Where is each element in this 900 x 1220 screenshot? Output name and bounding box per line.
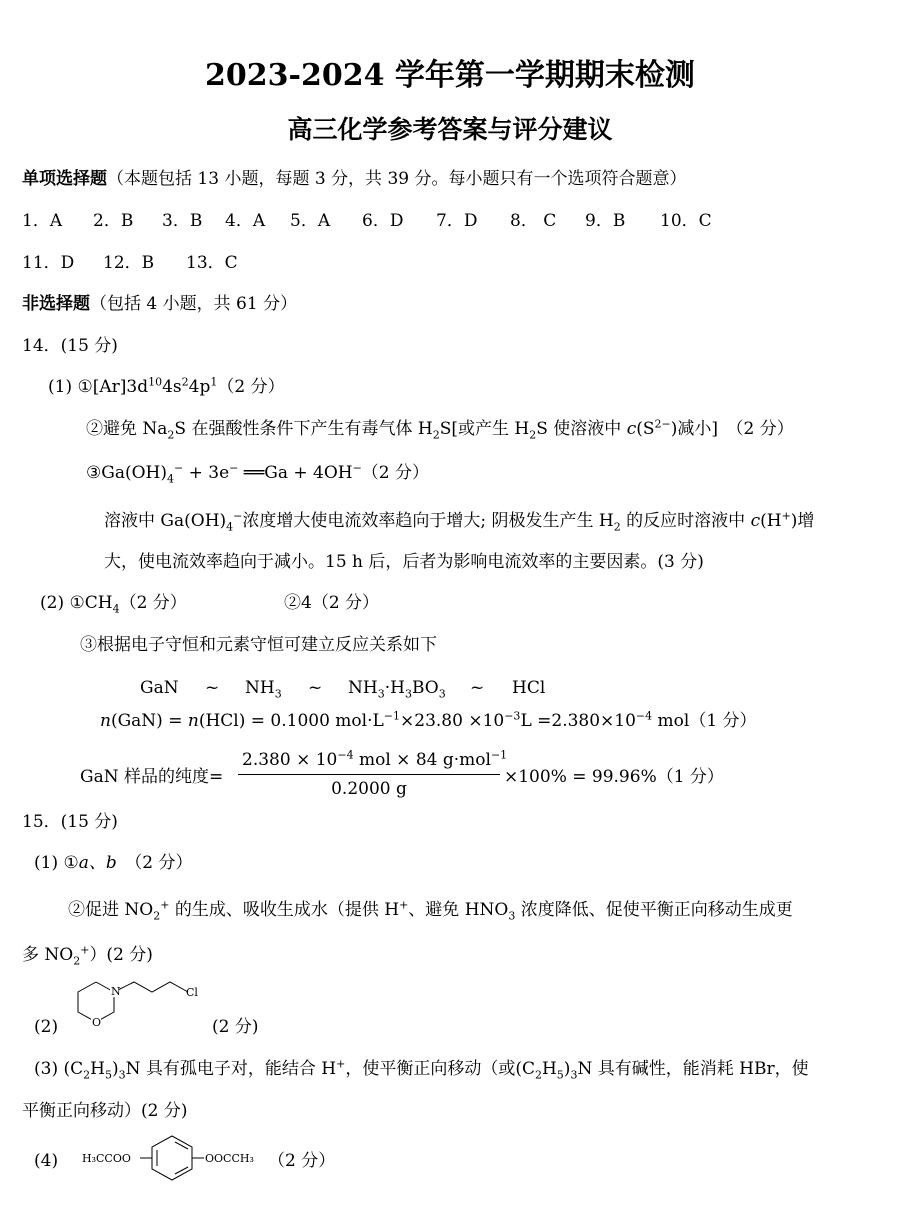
q14-equation: n(GaN) = n(HCl) = 0.1000 $mol\cdot L^{-1}\times 23.80 \times 10^{-3}L =2.380\times 10^{-4}$ mol（1 分） xyxy=(100,709,757,731)
purity-fraction: $2.380 \times 10^{-4}$ mol × 84 g·mol$^{-1}$ 0.2000 g xyxy=(238,750,500,799)
q15-1a: (1) ①a、b （2 分） xyxy=(34,853,193,873)
q15-2-label: (2) xyxy=(34,1017,59,1037)
oxygen-label: O xyxy=(92,1016,102,1029)
acetoxy-left-label: H₃CCOO xyxy=(82,1152,131,1165)
section2-note: （包括 4 小题，共 61 分） xyxy=(90,294,298,314)
mc-answer: 12．B xyxy=(103,253,155,273)
section1-note: （本题包括 13 小题，每题 3 分，共 39 分。每小题只有一个选项符合题意） xyxy=(107,169,687,189)
section2-heading xyxy=(22,293,297,315)
q14-1b: ②避免 $Na_2S$ 在强酸性条件下产生有毒气体 $H_2S$[或产生 $H_2S$ 使溶液中 $c(S^{2-})$减小] （2 分） xyxy=(86,417,794,442)
mc-answer: 11．D xyxy=(22,253,75,273)
morpholine-structure-image xyxy=(62,970,212,1040)
mc-answer: 3．B xyxy=(162,211,203,231)
acetoxy-right-label: OOCCH₃ xyxy=(205,1152,254,1165)
q15-3b: 平衡正向移动）(2 分) xyxy=(22,1101,188,1121)
mc-answer: 7．D xyxy=(436,211,478,231)
page-title: 2023-2024 学年第一学期期末检测 xyxy=(205,58,695,93)
q14-header: 14．(15 分) xyxy=(22,336,118,356)
diacetoxybenzene-structure-image xyxy=(80,1128,270,1188)
mc-answer: 6．D xyxy=(362,211,404,231)
q15-1b: ②促进 $NO_2^+$ 的生成、吸收生成水（提供 H+、避免 $HNO_3$ 浓度降低、促使平衡正向移动生成更 xyxy=(68,898,793,923)
section1-title: 单项选择题 xyxy=(22,169,107,189)
mc-answer: 1．A xyxy=(22,211,63,231)
q14-1c: $③Ga(OH)_4^- + 3e^-$ ══Ga + 4OH−（2 分） xyxy=(86,461,430,486)
q14-2b: ②4（2 分） xyxy=(284,593,380,613)
q14-1d: 溶液中 $Ga(OH)_4^-$浓度增大使电流效率趋向于增大; 阴极发生产生 $H_2$ 的反应时溶液中 c(H+)增 xyxy=(104,509,815,534)
mc-answer: 8． C xyxy=(510,211,557,231)
mc-answer: 9．B xyxy=(585,211,626,231)
q14-2c: ③根据电子守恒和元素守恒可建立反应关系如下 xyxy=(80,635,437,655)
nitrogen-label: N xyxy=(111,985,121,998)
section2-title: 非选择题 xyxy=(22,294,90,314)
q15-1c: 多 $NO_2^+)(2$ 分) xyxy=(22,943,153,968)
mc-answer: 10．C xyxy=(660,211,712,231)
purity-result: ×100% = 99.96%（1 分） xyxy=(504,767,724,787)
q15-3a: (3) $(C_2H_5)_3N$ 具有孤电子对，能结合 H+，使平衡正向移动（或$(C_2H_5)_3N$ 具有碱性，能消耗 HBr，使 xyxy=(34,1057,809,1082)
q15-4-label: (4) xyxy=(34,1151,59,1171)
mc-answer: 4．A xyxy=(225,211,266,231)
q14-2a: (2) $①CH_4(2$ 分） xyxy=(40,593,187,616)
q15-2-score: (2 分) xyxy=(212,1017,259,1037)
mc-answer: 2．B xyxy=(93,211,134,231)
q14-1e: 大，使电流效率趋向于减小。15 h 后，后者为影响电流效率的主要因素。(3 分) xyxy=(104,552,704,572)
purity-label: GaN 样品的纯度= xyxy=(80,767,224,787)
mc-answer: 13．C xyxy=(186,253,238,273)
q14-1a: (1) $①[Ar]3d^{10}4s^24p^1(2$ 分） xyxy=(48,375,285,397)
q15-header: 15．(15 分) xyxy=(22,812,118,832)
mc-answer: 5．A xyxy=(290,211,331,231)
page-subtitle: 高三化学参考答案与评分建议 xyxy=(287,115,613,144)
q15-4-score: （2 分） xyxy=(268,1151,336,1171)
section1-heading xyxy=(22,168,687,190)
chlorine-label: Cl xyxy=(186,986,198,999)
